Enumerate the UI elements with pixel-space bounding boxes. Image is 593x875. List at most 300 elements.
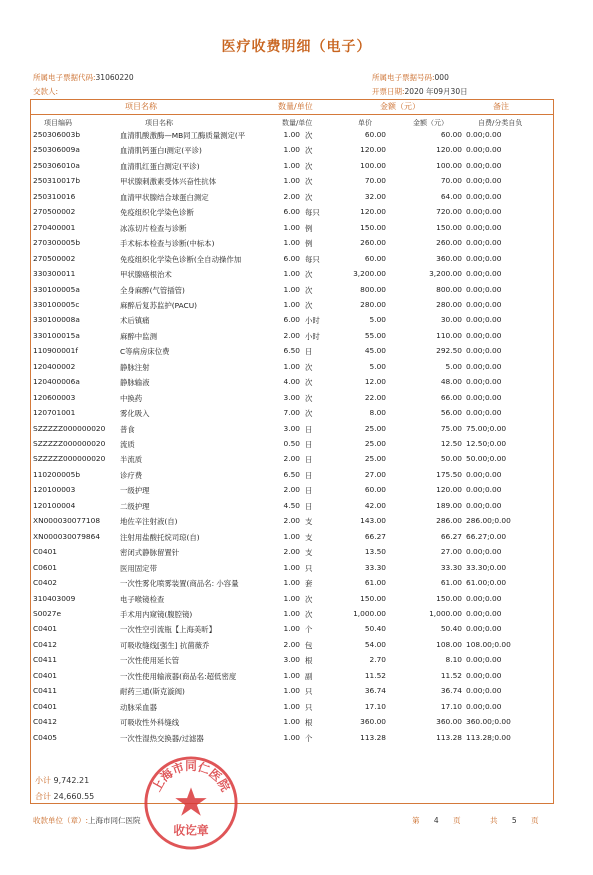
item-price: 60.00 [364, 130, 386, 139]
item-code: 330300011 [33, 269, 76, 279]
header-item-name: 项目名称 [125, 102, 157, 111]
table-row [0, 362, 593, 377]
item-unit: 日 [305, 424, 313, 434]
total-value: 24,660.55 [53, 792, 95, 801]
item-self-pay: 0.00;0.00 [466, 392, 502, 402]
item-qty: 1.00 [283, 299, 300, 309]
item-unit: 支 [305, 517, 313, 527]
item-code: C0411 [33, 686, 57, 696]
item-code: 120100004 [33, 500, 76, 510]
item-name: 免疫组织化学染色诊断(全自动操作加 [120, 254, 242, 264]
table-row [0, 285, 593, 300]
item-name: 术后镇痛 [120, 316, 150, 326]
item-self-pay: 0.00;0.00 [466, 500, 502, 510]
payer [33, 86, 58, 97]
table-row [0, 733, 593, 748]
item-code: C0411 [33, 655, 57, 665]
invoice-number [372, 72, 449, 83]
item-unit: 日 [305, 501, 313, 511]
table-row [0, 254, 593, 269]
item-price: 100.00 [360, 160, 386, 170]
item-price: 22.00 [364, 392, 386, 402]
item-self-pay: 0.00;0.00 [466, 608, 502, 618]
item-unit: 只 [305, 687, 313, 697]
item-price: 5.00 [369, 315, 386, 325]
invoice-code-value: 31060220 [95, 73, 134, 82]
item-amount: 260.00 [436, 238, 462, 248]
item-code: C0412 [33, 717, 57, 727]
item-name: 雾化吸入 [120, 409, 150, 419]
item-amount: 360.00 [436, 253, 462, 263]
item-name: 医用固定带 [120, 563, 157, 573]
item-self-pay: 0.00;0.00 [466, 222, 502, 232]
item-price: 360.00 [360, 717, 386, 727]
item-code: 250310017b [33, 176, 81, 186]
item-name: 可吸收缝线[强生] 抗菌薇乔 [120, 640, 210, 650]
item-unit: 次 [305, 131, 313, 140]
item-self-pay: 0.00;0.00 [466, 377, 502, 387]
item-code: 250306009a [33, 145, 80, 155]
item-code: 270300005b [33, 238, 81, 248]
table-row [0, 470, 593, 485]
item-unit: 次 [305, 177, 313, 187]
item-code: 270400001 [33, 222, 76, 232]
item-self-pay: 0.00;0.00 [466, 547, 502, 557]
item-qty: 1.00 [283, 701, 300, 711]
item-unit: 副 [305, 671, 313, 681]
subheader-price: 单价 [358, 119, 372, 127]
table-row [0, 207, 593, 222]
item-code: C0401 [33, 547, 57, 557]
item-unit: 日 [305, 440, 313, 449]
item-amount: 66.00 [440, 392, 462, 402]
header-qty-unit: 数量/单位 [278, 102, 313, 111]
table-row [0, 315, 593, 330]
item-code: SZZZZZ000000020 [33, 454, 106, 464]
table-row [0, 563, 593, 578]
item-price: 150.00 [360, 593, 386, 603]
item-self-pay: 0.00;0.00 [466, 130, 502, 139]
item-qty: 1.00 [283, 284, 300, 294]
item-self-pay: 0.00;0.00 [466, 253, 502, 263]
item-self-pay: 0.00;0.00 [466, 176, 502, 186]
total-suffix: 页 [531, 816, 539, 825]
item-code: 270500002 [33, 207, 76, 217]
item-amount: 36.74 [440, 686, 462, 696]
item-code: XN000030077108 [33, 516, 101, 526]
item-name: 全身麻醉(气管插管) [120, 285, 185, 295]
item-amount: 360.00 [436, 717, 462, 727]
item-code: 310403009 [33, 593, 76, 603]
item-qty: 1.00 [283, 686, 300, 696]
item-amount: 100.00 [436, 160, 462, 170]
item-name: 电子喉镜检查 [120, 594, 165, 604]
item-code: SZZZZZ000000020 [33, 439, 106, 448]
svg-text:收讫章: 收讫章 [173, 823, 209, 838]
item-self-pay: 0.00;0.00 [466, 330, 502, 340]
item-qty: 1.00 [283, 608, 300, 618]
item-self-pay: 33.30;0.00 [466, 562, 507, 572]
item-code: 250306003b [33, 130, 81, 139]
item-amount: 5.00 [445, 361, 462, 371]
item-qty: 7.00 [283, 408, 300, 418]
item-qty: 1.00 [283, 531, 300, 541]
total-prefix: 共 [490, 816, 498, 825]
total-label: 合计 [35, 792, 51, 801]
item-name: 甲状腺癌根治术 [120, 270, 172, 280]
item-code: 330100005a [33, 284, 80, 294]
item-price: 120.00 [360, 207, 386, 217]
table-row [0, 578, 593, 593]
item-unit: 只 [305, 563, 313, 573]
item-amount: 113.28 [436, 732, 462, 742]
item-amount: 800.00 [436, 284, 462, 294]
issue-date-value: 2020 年09月30日 [404, 87, 468, 96]
item-name: 普食 [120, 424, 135, 434]
item-code: C0401 [33, 701, 57, 711]
item-price: 32.00 [364, 191, 386, 201]
table-row [0, 393, 593, 408]
item-qty: 1.00 [283, 624, 300, 634]
item-name: 密闭式静脉留置针 [120, 548, 180, 558]
item-price: 25.00 [364, 423, 386, 433]
item-name: 地佐辛注射液(自) [120, 517, 178, 527]
item-self-pay: 0.00;0.00 [466, 238, 502, 248]
item-self-pay: 0.00;0.00 [466, 469, 502, 479]
item-code: C0601 [33, 562, 57, 572]
item-price: 143.00 [360, 516, 386, 526]
item-price: 36.74 [364, 686, 386, 696]
item-unit: 次 [305, 161, 313, 171]
item-self-pay: 0.00;0.00 [466, 160, 502, 170]
item-price: 55.00 [364, 330, 386, 340]
item-price: 27.00 [364, 469, 386, 479]
table-row [0, 702, 593, 717]
item-price: 800.00 [360, 284, 386, 294]
item-amount: 56.00 [440, 408, 462, 418]
item-name: 一次性使用延长管 [120, 656, 180, 666]
document-title: 医疗收费明细（电子） [221, 39, 372, 55]
item-code: C0412 [33, 639, 57, 649]
table-row [0, 145, 593, 160]
table-row [0, 594, 593, 609]
item-code: 250310016 [33, 191, 76, 201]
item-amount: 48.00 [440, 377, 462, 387]
item-amount: 30.00 [440, 315, 462, 325]
item-qty: 4.50 [283, 500, 300, 510]
item-price: 13.50 [364, 547, 386, 557]
item-qty: 3.00 [283, 423, 300, 433]
table-row [0, 346, 593, 361]
table-row [0, 331, 593, 346]
item-code: 120100003 [33, 485, 76, 495]
item-amount: 150.00 [436, 222, 462, 232]
table-row [0, 300, 593, 315]
item-amount: 150.00 [436, 593, 462, 603]
page-no: 4 [433, 816, 439, 825]
item-price: 60.00 [364, 485, 386, 495]
item-self-pay: 0.00;0.00 [466, 686, 502, 696]
item-price: 280.00 [360, 299, 386, 309]
item-name: 半流质 [120, 455, 143, 465]
item-name: 注射用盐酸托烷司琼(自) [120, 532, 200, 542]
item-unit: 日 [305, 347, 313, 357]
item-price: 60.00 [364, 253, 386, 263]
item-code: 110900001f [33, 346, 78, 356]
item-self-pay: 360.00;0.00 [466, 717, 511, 727]
item-amount: 189.00 [436, 500, 462, 510]
item-code: 330100008a [33, 315, 80, 325]
invoice-code [33, 72, 134, 83]
item-name: 血清肌钙蛋白Ⅰ测定(平诊) [120, 146, 202, 156]
item-amount: 292.50 [436, 346, 462, 356]
subheader-qty: 数量/单位 [282, 119, 313, 127]
item-unit: 日 [305, 470, 313, 480]
item-qty: 1.00 [283, 176, 300, 186]
item-name: 一次性雾化喷雾装置(商品名: 小容量 [120, 579, 239, 589]
page-prefix: 第 [412, 816, 420, 825]
item-code: S0027e [33, 608, 62, 618]
item-qty: 1.00 [283, 732, 300, 742]
item-price: 120.00 [360, 145, 386, 155]
item-amount: 50.00 [440, 454, 462, 464]
item-name: 动脉采血器 [120, 702, 157, 712]
item-code: 330100005c [33, 299, 80, 309]
item-unit: 次 [305, 378, 313, 388]
item-qty: 1.00 [283, 670, 300, 680]
item-price: 54.00 [364, 639, 386, 649]
item-amount: 75.00 [440, 423, 462, 433]
item-self-pay: 0.00;0.00 [466, 315, 502, 325]
item-qty: 1.00 [283, 160, 300, 170]
item-unit: 包 [305, 640, 313, 650]
item-price: 61.00 [364, 578, 386, 588]
item-unit: 次 [305, 192, 313, 202]
invoice-number-value: 000 [434, 73, 449, 82]
item-price: 113.28 [360, 732, 386, 742]
item-self-pay: 12.50;0.00 [466, 439, 507, 448]
item-name: 甲状腺刺激素受体兴奋性抗体 [120, 177, 217, 187]
item-qty: 1.00 [283, 222, 300, 232]
item-self-pay: 0.00;0.00 [466, 701, 502, 711]
payer-label: 交款人: [33, 87, 59, 96]
item-qty: 1.00 [283, 717, 300, 727]
item-amount: 108.00 [436, 639, 462, 649]
item-qty: 1.00 [283, 593, 300, 603]
table-row [0, 671, 593, 686]
item-code: 120701001 [33, 408, 76, 418]
table-row [0, 532, 593, 547]
item-unit: 次 [305, 300, 313, 310]
subheader-name: 项目名称 [145, 119, 173, 127]
item-code: 120400006a [33, 377, 80, 387]
item-name: 手术用内窥镜(腹腔镜) [120, 609, 193, 619]
item-qty: 1.00 [283, 361, 300, 371]
item-code: C0402 [33, 578, 57, 588]
item-self-pay: 0.00;0.00 [466, 655, 502, 665]
item-self-pay: 0.00;0.00 [466, 485, 502, 495]
item-code: 270500002 [33, 253, 76, 263]
item-qty: 1.00 [283, 130, 300, 139]
item-unit: 次 [305, 362, 313, 372]
item-amount: 11.52 [440, 670, 462, 680]
header-remark: 备注 [493, 102, 509, 111]
item-amount: 12.50 [440, 439, 462, 448]
item-unit: 次 [305, 393, 313, 403]
item-name: 血清甲状腺结合球蛋白测定 [120, 192, 209, 202]
item-price: 42.00 [364, 500, 386, 510]
item-name: 一次性空引流瓶【上海美昕】 [120, 625, 217, 635]
item-name: 一级护理 [120, 486, 150, 496]
item-qty: 1.00 [283, 145, 300, 155]
item-amount: 120.00 [436, 145, 462, 155]
item-qty: 6.00 [283, 207, 300, 217]
item-code: C0401 [33, 670, 57, 680]
item-name: 免疫组织化学染色诊断 [120, 208, 194, 218]
item-amount: 286.00 [436, 516, 462, 526]
item-name: C等病房床位费 [120, 347, 170, 357]
payee-unit [33, 815, 141, 826]
table-row [0, 130, 593, 145]
item-unit: 次 [305, 285, 313, 295]
item-unit: 日 [305, 486, 313, 496]
item-qty: 1.00 [283, 562, 300, 572]
item-self-pay: 0.00;0.00 [466, 624, 502, 634]
item-self-pay: 0.00;0.00 [466, 284, 502, 294]
official-seal-stamp [142, 754, 240, 852]
item-qty: 2.00 [283, 485, 300, 495]
item-name: 麻醉后复苏监护(PACU) [120, 300, 197, 310]
item-price: 45.00 [364, 346, 386, 356]
payee-unit-label: 收款单位（章）: [33, 816, 89, 825]
item-code: 120600003 [33, 392, 76, 402]
item-qty: 3.00 [283, 392, 300, 402]
item-price: 66.27 [364, 531, 386, 541]
item-unit: 例 [305, 239, 313, 249]
item-self-pay: 61.00;0.00 [466, 578, 507, 588]
item-amount: 27.00 [440, 547, 462, 557]
item-price: 33.30 [364, 562, 386, 572]
grand-total [35, 791, 94, 802]
item-self-pay: 0.00;0.00 [466, 299, 502, 309]
item-qty: 4.00 [283, 377, 300, 387]
item-price: 3,200.00 [353, 269, 386, 279]
table-row [0, 192, 593, 207]
item-price: 5.00 [369, 361, 386, 371]
item-qty: 2.00 [283, 191, 300, 201]
table-row [0, 501, 593, 516]
item-amount: 66.27 [440, 531, 462, 541]
item-name: 中换药 [120, 393, 143, 403]
item-price: 70.00 [364, 176, 386, 186]
table-row [0, 223, 593, 238]
item-self-pay: 113.28;0.00 [466, 732, 511, 742]
item-unit: 根 [305, 656, 313, 666]
item-name: 可吸收性外科缝线 [120, 718, 180, 728]
table-row [0, 238, 593, 253]
item-self-pay: 286.00;0.00 [466, 516, 511, 526]
item-code: 330100015a [33, 330, 80, 340]
item-self-pay: 0.00;0.00 [466, 207, 502, 217]
item-unit: 只 [305, 702, 313, 712]
table-row [0, 439, 593, 454]
table-row [0, 717, 593, 732]
item-qty: 0.50 [283, 439, 300, 448]
item-qty: 6.50 [283, 469, 300, 479]
item-code: C0405 [33, 732, 57, 742]
item-qty: 2.00 [283, 454, 300, 464]
item-name: 手术标本检查与诊断(中标本) [120, 239, 215, 249]
header-amount: 金额（元） [380, 102, 420, 111]
item-price: 260.00 [360, 238, 386, 248]
item-unit: 次 [305, 146, 313, 156]
item-price: 25.00 [364, 439, 386, 448]
page-suffix: 页 [453, 816, 461, 825]
svg-text:上海市同仁医院: 上海市同仁医院 [149, 759, 233, 794]
table-row [0, 516, 593, 531]
item-price: 150.00 [360, 222, 386, 232]
item-self-pay: 75.00;0.00 [466, 423, 507, 433]
item-name: 一次性湿热交换器/过滤器 [120, 733, 204, 743]
item-code: 250306010a [33, 160, 80, 170]
invoice-code-label: 所属电子票据代码: [33, 73, 96, 82]
table-row [0, 624, 593, 639]
item-self-pay: 0.00;0.00 [466, 593, 502, 603]
item-amount: 61.00 [440, 578, 462, 588]
item-qty: 1.00 [283, 269, 300, 279]
table-row [0, 269, 593, 284]
subheader-amount: 金额（元） [413, 119, 448, 127]
item-amount: 720.00 [436, 207, 462, 217]
item-price: 11.52 [364, 670, 386, 680]
item-self-pay: 0.00;0.00 [466, 269, 502, 279]
item-amount: 175.50 [436, 469, 462, 479]
item-self-pay: 50.00;0.00 [466, 454, 507, 464]
item-unit: 每只 [305, 208, 320, 218]
item-qty: 3.00 [283, 655, 300, 665]
item-amount: 1,000.00 [429, 608, 462, 618]
item-qty: 2.00 [283, 547, 300, 557]
item-price: 2.70 [369, 655, 386, 665]
item-amount: 17.10 [440, 701, 462, 711]
item-price: 25.00 [364, 454, 386, 464]
invoice-number-label: 所属电子票据号码: [372, 73, 435, 82]
table-row [0, 686, 593, 701]
item-name: 一次性使用输液器(商品名:超低密度 [120, 671, 237, 681]
item-unit: 次 [305, 609, 313, 619]
item-code: 110200005b [33, 469, 81, 479]
item-self-pay: 0.00;0.00 [466, 670, 502, 680]
item-amount: 120.00 [436, 485, 462, 495]
item-unit: 小时 [305, 316, 320, 326]
item-unit: 例 [305, 223, 313, 233]
item-amount: 70.00 [440, 176, 462, 186]
item-unit: 根 [305, 718, 313, 728]
table-row [0, 609, 593, 624]
item-name: 诊疗费 [120, 470, 143, 480]
page-number [412, 815, 461, 826]
issue-date-label: 开票日期: [372, 87, 405, 96]
item-price: 1,000.00 [353, 608, 386, 618]
item-qty: 1.00 [283, 238, 300, 248]
total-pages-no: 5 [511, 816, 517, 825]
item-name: 静脉注射 [120, 362, 150, 372]
table-row [0, 485, 593, 500]
table-row [0, 424, 593, 439]
item-price: 50.40 [364, 624, 386, 634]
item-self-pay: 0.00;0.00 [466, 361, 502, 371]
item-code: C0401 [33, 624, 57, 634]
